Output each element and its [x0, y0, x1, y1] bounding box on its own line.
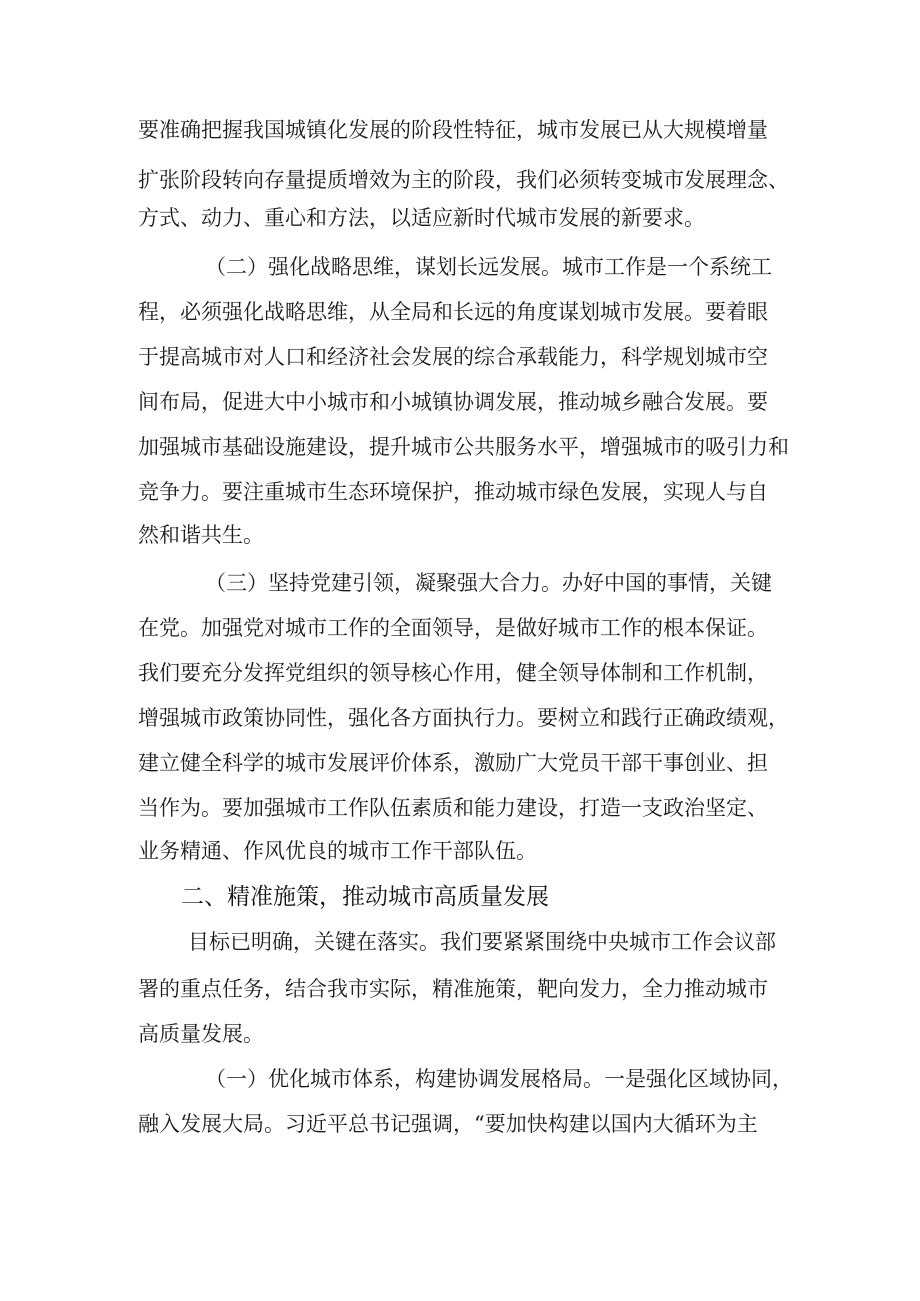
- paragraph-2-line-4: 间布局，促进大中小城市和小城镇协调发展，推动城乡融合发展。要: [138, 390, 768, 414]
- paragraph-3-line-5: 建立健全科学的城市发展评价体系，激励广大党员干部干事创业、担: [138, 751, 768, 775]
- paragraph-3-line-3: 我们要充分发挥党组织的领导核心作用，健全领导体制和工作机制，: [138, 661, 768, 685]
- paragraph-3-line-7: 业务精通、作风优良的城市工作干部队伍。: [138, 839, 537, 863]
- paragraph-3-line-4: 增强城市政策协同性，强化各方面执行力。要树立和践行正确政绩观，: [138, 706, 789, 730]
- section-heading: 二、精准施策，推动城市高质量发展: [181, 884, 549, 910]
- paragraph-2-line-7: 然和谐共生。: [138, 523, 264, 547]
- paragraph-5-line-2: 融入发展大局。习近平总书记强调，“要加快构建以国内大循环为主: [138, 1112, 758, 1136]
- paragraph-2-line-2: 程，必须强化战略思维，从全局和长远的角度谋划城市发展。要着眼: [138, 300, 768, 324]
- paragraph-3-line-1: （三）坚持党建引领，凝聚强大合力。办好中国的事情，关键: [205, 571, 772, 595]
- paragraph-2-line-5: 加强城市基础设施建设，提升城市公共服务水平，增强城市的吸引力和: [138, 435, 789, 459]
- paragraph-4-line-3: 高质量发展。: [138, 1022, 264, 1046]
- paragraph-4-line-1: 目标已明确，关键在落实。我们要紧紧围绕中央城市工作会议部: [188, 930, 776, 954]
- paragraph-1-line-3: 方式、动力、重心和方法，以适应新时代城市发展的新要求。: [138, 206, 705, 230]
- paragraph-5-line-1: （一）优化城市体系，构建协调发展格局。一是强化区域协同，: [205, 1067, 793, 1091]
- paragraph-1-line-2: 扩张阶段转向存量提质增效为主的阶段，我们必须转变城市发展理念、: [138, 168, 789, 192]
- paragraph-3-line-2: 在党。加强党对城市工作的全面领导，是做好城市工作的根本保证。: [138, 616, 768, 640]
- paragraph-2-line-1: （二）强化战略思维，谋划长远发展。城市工作是一个系统工: [205, 255, 772, 279]
- paragraph-4-line-2: 署的重点任务，结合我市实际，精准施策，靶向发力，全力推动城市: [138, 977, 768, 1001]
- paragraph-2-line-6: 竞争力。要注重城市生态环境保护，推动城市绿色发展，实现人与自: [138, 480, 768, 504]
- paragraph-2-line-3: 于提高城市对人口和经济社会发展的综合承载能力，科学规划城市空: [138, 345, 768, 369]
- paragraph-1-line-1: 要准确把握我国城镇化发展的阶段性特征，城市发展已从大规模增量: [138, 118, 768, 142]
- paragraph-3-line-6: 当作为。要加强城市工作队伍素质和能力建设，打造一支政治坚定、: [138, 796, 768, 820]
